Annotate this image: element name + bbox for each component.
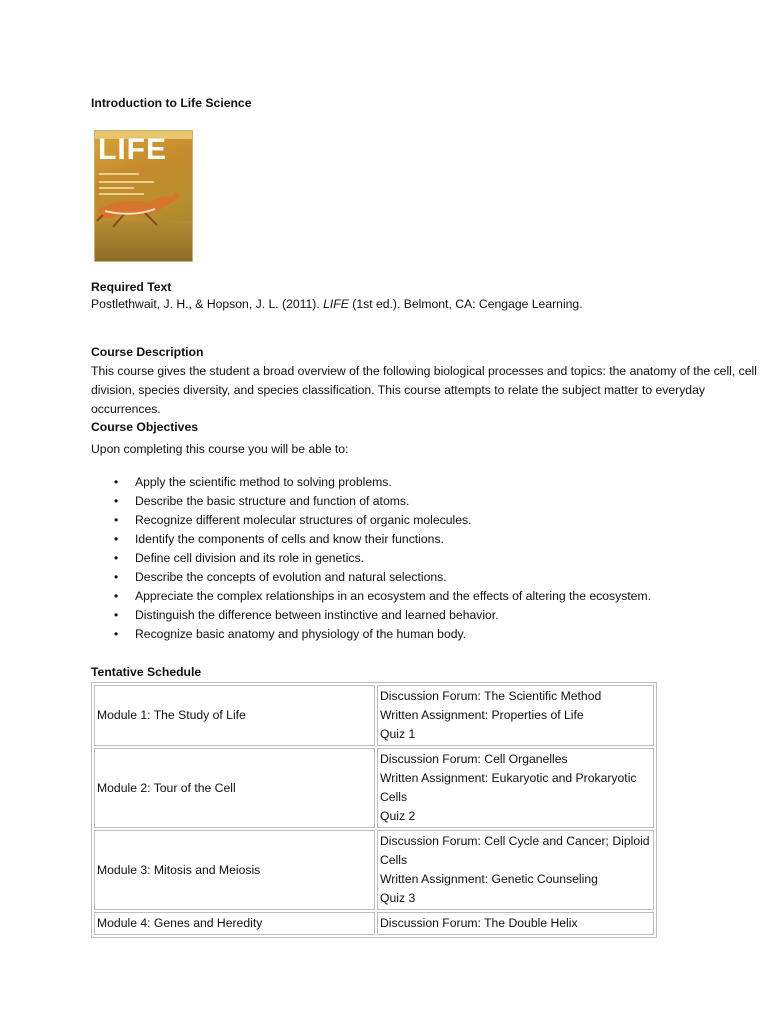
- bullet-icon: •: [114, 627, 119, 641]
- activity-item: Quiz 3: [380, 891, 416, 905]
- objectives-list: [114, 474, 651, 645]
- activities-cell: [377, 830, 654, 910]
- bullet-icon: •: [114, 475, 119, 489]
- objective-item: [114, 512, 651, 531]
- bullet-icon: •: [114, 513, 119, 527]
- activity-item: Written Assignment: Properties of Life: [380, 708, 584, 722]
- bullet-icon: •: [114, 494, 119, 508]
- activity-item: Written Assignment: Genetic Counseling: [380, 872, 598, 886]
- bullet-icon: •: [114, 532, 119, 546]
- objective-item: [114, 474, 651, 493]
- bullet-icon: •: [114, 608, 119, 622]
- objective-text: Recognize basic anatomy and physiology of the human body.: [135, 627, 467, 641]
- course-objectives-intro: Upon completing this course you will be able to:: [91, 442, 349, 456]
- module-cell: Module 3: Mitosis and Meiosis: [94, 830, 375, 910]
- objective-item: [114, 569, 651, 588]
- schedule-heading: Tentative Schedule: [91, 665, 202, 679]
- citation-authors: Postlethwait, J. H., & Hopson, J. L. (2011).: [91, 297, 324, 311]
- activity-item: Written Assignment: Eukaryotic and Prokaryotic Cells: [380, 771, 637, 804]
- objective-item: [114, 626, 651, 645]
- activity-item: Discussion Forum: Cell Organelles: [380, 752, 568, 766]
- course-objectives-heading: Course Objectives: [91, 420, 199, 434]
- objective-text: Define cell division and its role in genetics.: [135, 551, 364, 565]
- citation-title: LIFE: [323, 297, 349, 311]
- activity-item: Discussion Forum: The Scientific Method: [380, 689, 602, 703]
- activities-cell: [377, 685, 654, 746]
- module-cell: Module 4: Genes and Heredity: [94, 912, 375, 935]
- cover-logo: LIFE: [98, 133, 167, 166]
- bullet-icon: •: [114, 570, 119, 584]
- required-text-citation: [91, 295, 583, 314]
- objective-text: Distinguish the difference between instinctive and learned behavior.: [135, 608, 499, 622]
- objective-item: [114, 588, 651, 607]
- module-cell: Module 2: Tour of the Cell: [94, 748, 375, 828]
- objective-item: [114, 531, 651, 550]
- objective-text: Describe the basic structure and function of atoms.: [135, 494, 410, 508]
- schedule-row: [94, 685, 654, 746]
- schedule-row: [94, 830, 654, 910]
- activity-item: Quiz 2: [380, 809, 416, 823]
- bullet-icon: •: [114, 589, 119, 603]
- objective-item: [114, 493, 651, 512]
- textbook-cover-image: [94, 130, 193, 262]
- course-description-text: This course gives the student a broad overview of the following biological processes and topics: the anatomy of the cell, cell division, species diversity, and species classification. This course attempts to relate the subject matter to everyday occurrences.: [91, 364, 757, 416]
- antelope-illustration: [95, 131, 192, 261]
- objective-text: Identify the components of cells and know their functions.: [135, 532, 444, 546]
- course-description-heading: Course Description: [91, 345, 204, 359]
- objective-item: [114, 607, 651, 626]
- objective-item: [114, 550, 651, 569]
- citation-publisher: (1st ed.). Belmont, CA: Cengage Learning.: [348, 297, 583, 311]
- module-cell: Module 1: The Study of Life: [94, 685, 375, 746]
- objective-text: Apply the scientific method to solving problems.: [135, 475, 392, 489]
- bullet-icon: •: [114, 551, 119, 565]
- schedule-row: [94, 912, 654, 935]
- schedule-row: [94, 748, 654, 828]
- objective-text: Recognize different molecular structures of organic molecules.: [135, 513, 472, 527]
- schedule-table: [91, 682, 657, 938]
- activity-item: Discussion Forum: Cell Cycle and Cancer; Diploid Cells: [380, 834, 650, 867]
- objective-text: Describe the concepts of evolution and natural selections.: [135, 570, 447, 584]
- activity-item: Quiz 1: [380, 727, 416, 741]
- objective-text: Appreciate the complex relationships in an ecosystem and the effects of altering the ecosystem.: [135, 589, 651, 603]
- required-text-heading: Required Text: [91, 280, 172, 294]
- activities-cell: [377, 912, 654, 935]
- course-title: Introduction to Life Science: [91, 96, 252, 110]
- activities-cell: [377, 748, 654, 828]
- activity-item: Discussion Forum: The Double Helix: [380, 916, 578, 930]
